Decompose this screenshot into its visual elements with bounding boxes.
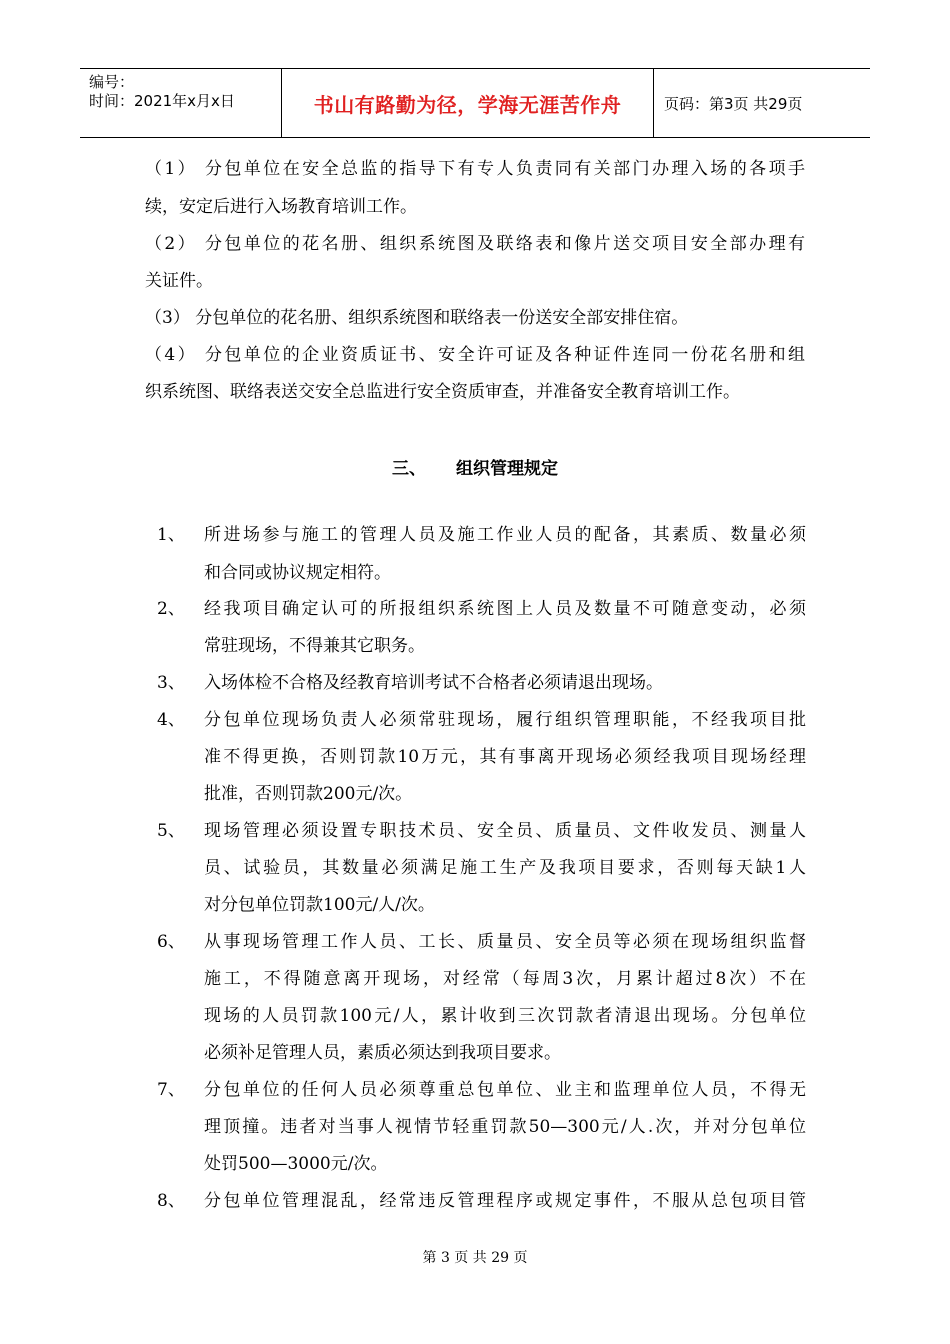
- header-page-cell: [654, 69, 870, 137]
- rule-5-line-2: 员、试验员，其数量必须满足施工生产及我项目要求，否则每天缺1人: [204, 858, 806, 878]
- rule-5-line-3: 对分包单位罚款100元/人/次。: [204, 895, 435, 915]
- section-title: 组织管理规定: [456, 459, 558, 479]
- rule-1-line-2: 和合同或协议规定相符。: [204, 563, 391, 583]
- rule-5-number: 5、: [157, 821, 185, 841]
- rule-6-line-1: 从事现场管理工作人员、工长、质量员、安全员等必须在现场组织监督: [204, 932, 806, 952]
- rule-8-number: 8、: [157, 1191, 185, 1211]
- intro-item-3-line-1: （3） 分包单位的花名册、组织系统图和联络表一份送安全部安排住宿。: [145, 308, 689, 328]
- rule-7-line-1: 分包单位的任何人员必须尊重总包单位、业主和监理单位人员，不得无: [204, 1080, 806, 1100]
- header-motto-cell: [282, 69, 654, 137]
- serial-label: 编号：: [89, 73, 135, 91]
- intro-item-1-line-2: 续，安定后进行入场教育培训工作。: [145, 197, 417, 217]
- rule-3-line-1: 入场体检不合格及经教育培训考试不合格者必须请退出现场。: [204, 673, 663, 693]
- rule-6-line-2: 施工，不得随意离开现场，对经常（每周3次，月累计超过8次）不在: [204, 969, 806, 989]
- intro-item-4-line-2: 织系统图、联络表送交安全总监进行安全资质审查，并准备安全教育培训工作。: [145, 382, 740, 402]
- intro-item-4-line-1: （4） 分包单位的企业资质证书、安全许可证及各种证件连同一份花名册和组: [145, 345, 805, 365]
- rule-6-line-3: 现场的人员罚款100元/人，累计收到三次罚款者清退出现场。分包单位: [204, 1006, 806, 1026]
- intro-item-2-line-2: 关证件。: [145, 271, 213, 291]
- rule-4-line-1: 分包单位现场负责人必须常驻现场，履行组织管理职能，不经我项目批: [204, 710, 806, 730]
- page-label: 页码：第3页 共29页: [664, 94, 803, 113]
- rule-2-line-2: 常驻现场，不得兼其它职务。: [204, 636, 425, 656]
- rule-2-line-1: 经我项目确定认可的所报组织系统图上人员及数量不可随意变动，必须: [204, 599, 806, 619]
- section-heading: [0, 454, 950, 479]
- rule-7-line-2: 理顶撞。违者对当事人视情节轻重罚款50—300元/人.次，并对分包单位: [204, 1117, 806, 1137]
- rule-1-number: 1、: [157, 525, 185, 545]
- rule-7-number: 7、: [157, 1080, 185, 1100]
- motto: 书山有路勤为径，学海无涯苦作舟: [313, 92, 622, 117]
- intro-item-2-line-1: （2） 分包单位的花名册、组织系统图及联络表和像片送交项目安全部办理有: [145, 234, 805, 254]
- rule-6-number: 6、: [157, 932, 185, 952]
- rule-5-line-1: 现场管理必须设置专职技术员、安全员、质量员、文件收发员、测量人: [204, 821, 806, 841]
- rule-6-line-4: 必须补足管理人员，素质必须达到我项目要求。: [204, 1043, 561, 1063]
- rule-1-line-1: 所进场参与施工的管理人员及施工作业人员的配备，其素质、数量必须: [204, 525, 806, 545]
- section-number: 三、: [392, 459, 426, 479]
- rule-4-number: 4、: [157, 710, 185, 730]
- rule-7-line-3: 处罚500—3000元/次。: [204, 1154, 388, 1174]
- page-footer: 第 3 页 共 29 页: [422, 1250, 528, 1266]
- rule-4-line-2: 准不得更换，否则罚款10万元，其有事离开现场必须经我项目现场经理: [204, 747, 806, 767]
- rule-2-number: 2、: [157, 599, 185, 619]
- page-header: [80, 68, 870, 138]
- header-meta: [80, 69, 282, 137]
- time-label: 时间：2021年x月x日: [89, 92, 235, 110]
- intro-item-1-line-1: （1） 分包单位在安全总监的指导下有专人负责同有关部门办理入场的各项手: [145, 159, 805, 179]
- rule-4-line-3: 批准，否则罚款200元/次。: [204, 784, 413, 804]
- rule-8-line-1: 分包单位管理混乱，经常违反管理程序或规定事件，不服从总包项目管: [204, 1191, 806, 1211]
- rule-3-number: 3、: [157, 673, 185, 693]
